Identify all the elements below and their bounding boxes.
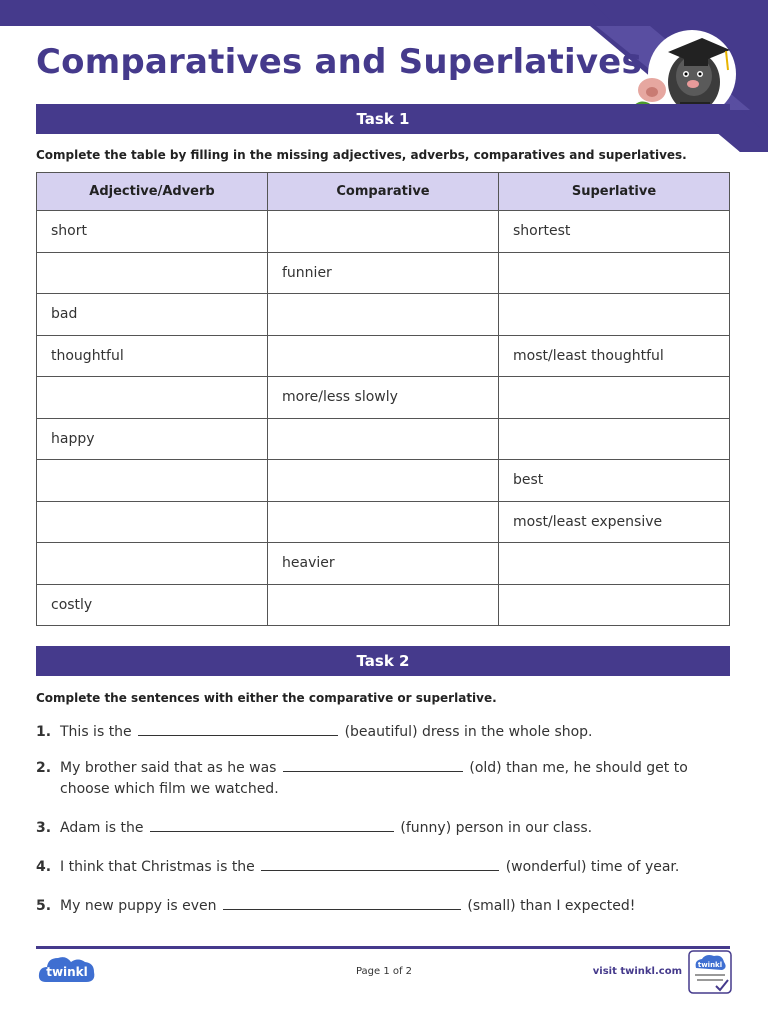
sentence-text: (beautiful) dress in the whole shop. — [344, 724, 593, 740]
table-row — [37, 377, 730, 419]
task1-instruction: Complete the table by filling in the missing adjectives, adverbs, comparatives and superlatives. — [36, 148, 687, 162]
table-header-row — [37, 173, 730, 211]
logo-text: twinkl — [46, 965, 88, 979]
visit-link[interactable]: visit twinkl.com — [592, 966, 682, 977]
table-cell[interactable] — [268, 501, 499, 543]
table-cell[interactable] — [37, 543, 268, 585]
sentence-text: My brother said that as he was — [60, 760, 277, 776]
page-title: Comparatives and Superlatives — [36, 42, 642, 82]
table-cell[interactable]: heavier — [268, 543, 499, 585]
table-cell[interactable] — [499, 543, 730, 585]
sentence-text: My new puppy is even — [60, 898, 217, 914]
badge-text: twinkl — [697, 961, 723, 969]
table-cell[interactable] — [268, 294, 499, 336]
task2-instruction: Complete the sentences with either the comparative or superlative. — [36, 691, 497, 705]
table-cell[interactable] — [37, 377, 268, 419]
footer-divider — [36, 946, 730, 949]
answer-blank[interactable] — [138, 722, 338, 736]
answer-blank[interactable] — [261, 857, 499, 871]
sentence-number: 4. — [36, 859, 52, 875]
table-row — [37, 418, 730, 460]
sentence-text: (small) than I expected! — [467, 898, 636, 914]
list-item — [36, 722, 730, 743]
table-cell[interactable]: costly — [37, 584, 268, 626]
page-number: Page 1 of 2 — [355, 966, 413, 977]
table-cell[interactable] — [499, 294, 730, 336]
header-adjective: Adjective/Adverb — [37, 173, 268, 211]
header-comparative: Comparative — [268, 173, 499, 211]
list-item — [36, 857, 730, 878]
sentence-list — [36, 722, 730, 917]
table-cell[interactable] — [268, 211, 499, 253]
task1-banner: Task 1 — [36, 104, 730, 134]
table-row — [37, 252, 730, 294]
table-cell[interactable] — [499, 584, 730, 626]
answer-blank[interactable] — [150, 818, 394, 832]
sentence-number: 5. — [36, 898, 52, 914]
table-cell[interactable]: most/least thoughtful — [499, 335, 730, 377]
sentence-text: (wonderful) time of year. — [505, 859, 680, 875]
header-superlative: Superlative — [499, 173, 730, 211]
table-cell[interactable] — [499, 418, 730, 460]
answer-blank[interactable] — [223, 896, 461, 910]
sentence-text: I think that Christmas is the — [60, 859, 255, 875]
quality-standard-badge-icon — [688, 950, 732, 998]
table-cell[interactable] — [499, 252, 730, 294]
table-cell[interactable] — [268, 335, 499, 377]
table-cell[interactable] — [37, 252, 268, 294]
table-cell[interactable]: funnier — [268, 252, 499, 294]
table-row — [37, 501, 730, 543]
table-cell[interactable]: short — [37, 211, 268, 253]
table-row — [37, 335, 730, 377]
comparison-table — [36, 172, 730, 626]
table-cell[interactable] — [268, 418, 499, 460]
table-cell[interactable] — [37, 460, 268, 502]
table-cell[interactable]: happy — [37, 418, 268, 460]
sentence-text: (old) than me, he should get to choose which film we watched. — [60, 760, 688, 797]
list-item — [36, 758, 730, 800]
sentence-number: 3. — [36, 820, 52, 836]
sentence-text: This is the — [60, 724, 132, 740]
table-cell[interactable]: more/less slowly — [268, 377, 499, 419]
list-item — [36, 818, 730, 839]
table-row — [37, 584, 730, 626]
table-cell[interactable]: bad — [37, 294, 268, 336]
table-cell[interactable] — [499, 377, 730, 419]
table-cell[interactable]: most/least expensive — [499, 501, 730, 543]
sentence-text: Adam is the — [60, 820, 144, 836]
table-row — [37, 294, 730, 336]
table-cell[interactable] — [268, 584, 499, 626]
list-item — [36, 896, 730, 917]
answer-blank[interactable] — [283, 758, 463, 772]
sentence-text: (funny) person in our class. — [400, 820, 593, 836]
table-cell[interactable]: best — [499, 460, 730, 502]
task2-banner: Task 2 — [36, 646, 730, 676]
table-cell[interactable]: thoughtful — [37, 335, 268, 377]
table-cell[interactable] — [268, 460, 499, 502]
table-row — [37, 543, 730, 585]
table-cell[interactable] — [37, 501, 268, 543]
table-row — [37, 211, 730, 253]
sentence-number: 2. — [36, 760, 52, 776]
table-row — [37, 460, 730, 502]
table-cell[interactable]: shortest — [499, 211, 730, 253]
sentence-number: 1. — [36, 724, 52, 740]
